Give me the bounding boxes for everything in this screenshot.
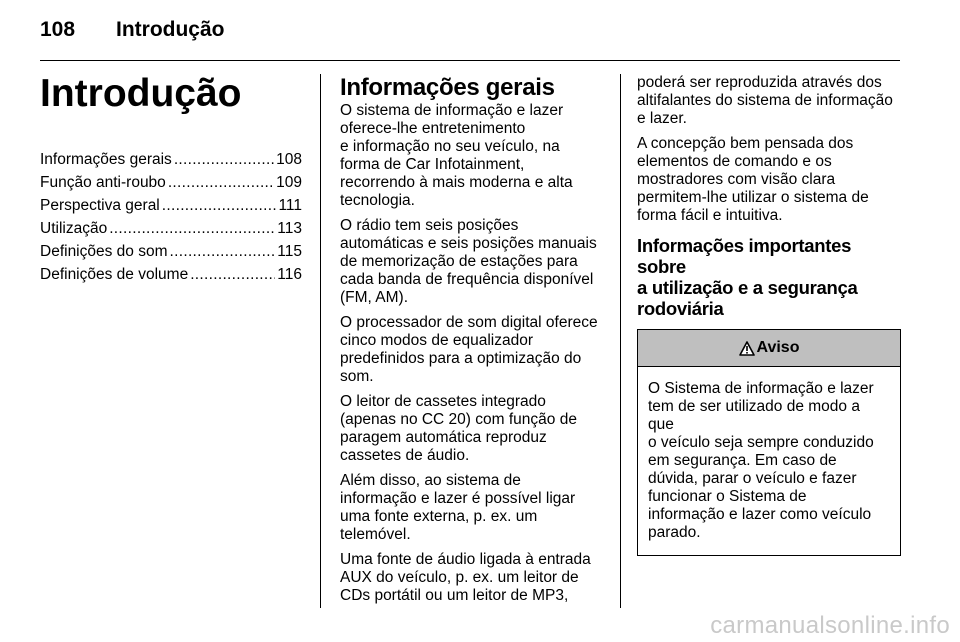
body-paragraph <box>340 217 608 307</box>
warning-title: Aviso <box>756 339 800 356</box>
warning-header <box>638 330 900 367</box>
text-line: a utilização e a segurança <box>637 277 858 298</box>
text-line: O sistema de informação e lazer <box>340 102 564 119</box>
warning-text <box>638 367 900 555</box>
text-line: parado. <box>648 524 701 541</box>
text-line: de memorização de estações para <box>340 253 578 270</box>
text-line: altifalantes do sistema de informação <box>637 92 893 109</box>
subsection-heading <box>637 235 903 319</box>
text-line: rodoviária <box>637 298 724 319</box>
toc-entry[interactable] <box>40 217 302 240</box>
text-line: e lazer. <box>637 110 687 127</box>
body-paragraph <box>637 74 903 128</box>
toc-entry[interactable] <box>40 240 302 263</box>
text-line: em segurança. Em caso de <box>648 452 837 469</box>
toc-entry-page: 111 <box>278 197 302 214</box>
toc-entry-page: 115 <box>277 243 302 260</box>
toc-entry-page: 108 <box>276 151 302 168</box>
text-line: uma fonte externa, p. ex. um <box>340 508 538 525</box>
toc-entry-title: Utilização <box>40 220 108 237</box>
body-paragraph <box>340 472 608 544</box>
middle-column <box>340 74 608 612</box>
body-paragraph <box>340 551 608 605</box>
text-line: forma de Car Infotainment, <box>340 156 525 173</box>
text-line: O leitor de cassetes integrado <box>340 393 546 410</box>
toc-entry-page: 116 <box>277 266 302 283</box>
body-paragraph <box>637 135 903 225</box>
warning-triangle-icon <box>739 341 755 356</box>
middle-paragraphs <box>340 102 608 605</box>
text-line: O Sistema de informação e lazer <box>648 380 874 397</box>
toc-entry[interactable] <box>40 194 302 217</box>
text-line: paragem automática reproduz <box>340 429 547 446</box>
text-line: e informação no seu veículo, na <box>340 138 560 155</box>
toc-entry[interactable] <box>40 263 302 286</box>
section-heading: Informações gerais <box>340 74 555 101</box>
toc-entry-title: Definições de volume <box>40 266 189 283</box>
toc-entry-page: 109 <box>276 174 302 191</box>
text-line: automáticas e seis posições manuais <box>340 235 597 252</box>
toc-entry-title: Perspectiva geral <box>40 197 160 214</box>
header-rule <box>40 60 900 61</box>
text-line: oferece-lhe entretenimento <box>340 120 526 137</box>
text-line: Além disso, ao sistema de <box>340 472 521 489</box>
text-line: dúvida, parar o veículo e fazer <box>648 470 857 487</box>
chapter-title: Introdução <box>40 72 242 115</box>
text-line: poderá ser reproduzida através dos <box>637 74 882 91</box>
text-line: tem de ser utilizado de modo a que <box>648 398 860 433</box>
table-of-contents <box>40 148 302 286</box>
text-line: permitem-lhe utilizar o sistema de <box>637 189 869 206</box>
toc-entry-title: Função anti-roubo <box>40 174 166 191</box>
toc-leader-dots <box>109 217 275 240</box>
toc-entry-title: Definições do som <box>40 243 168 260</box>
toc-entry-page: 113 <box>277 220 302 237</box>
text-line: tecnologia. <box>340 192 415 209</box>
text-line: A concepção bem pensada dos <box>637 135 854 152</box>
toc-entry[interactable] <box>40 171 302 194</box>
column-divider <box>620 74 621 608</box>
toc-leader-dots <box>190 263 275 286</box>
page-number: 108 <box>40 18 76 41</box>
text-line: telemóvel. <box>340 526 411 543</box>
text-line: o veículo seja sempre conduzido <box>648 434 874 451</box>
text-line: forma fácil e intuitiva. <box>637 207 783 224</box>
toc-leader-dots <box>168 171 274 194</box>
body-paragraph <box>340 102 608 210</box>
body-paragraph <box>340 314 608 386</box>
text-line: (FM, AM). <box>340 289 409 306</box>
text-line: som. <box>340 368 374 385</box>
text-line: Informações importantes sobre <box>637 235 852 277</box>
text-line: informação e lazer como veículo <box>648 506 872 523</box>
toc-entry-title: Informações gerais <box>40 151 172 168</box>
text-line: AUX do veículo, p. ex. um leitor de <box>340 569 579 586</box>
text-line: elementos de comando e os <box>637 153 832 170</box>
toc-entry[interactable] <box>40 148 302 171</box>
text-line: informação e lazer é possível ligar <box>340 490 576 507</box>
warning-box <box>637 329 901 556</box>
text-line: Uma fonte de áudio ligada à entrada <box>340 551 591 568</box>
right-paragraphs <box>637 74 903 225</box>
right-column <box>637 74 903 556</box>
text-line: CDs portátil ou um leitor de MP3, <box>340 587 569 604</box>
text-line: recorrendo à mais moderna e alta <box>340 174 573 191</box>
text-line: funcionar o Sistema de <box>648 488 807 505</box>
text-line: mostradores com visão clara <box>637 171 836 188</box>
text-line: cada banda de frequência disponível <box>340 271 594 288</box>
text-line: cassetes de áudio. <box>340 447 470 464</box>
running-title: Introdução <box>116 18 225 41</box>
text-line: O processador de som digital oferece <box>340 314 598 331</box>
toc-leader-dots <box>174 148 274 171</box>
body-paragraph <box>340 393 608 465</box>
text-line: O rádio tem seis posições <box>340 217 519 234</box>
toc-leader-dots <box>170 240 276 263</box>
toc-leader-dots <box>162 194 277 217</box>
column-divider <box>320 74 321 608</box>
text-line: predefinidos para a optimização do <box>340 350 582 367</box>
text-line: (apenas no CC 20) com função de <box>340 411 577 428</box>
text-line: cinco modos de equalizador <box>340 332 534 349</box>
watermark: carmanualsonline.info <box>710 612 950 639</box>
